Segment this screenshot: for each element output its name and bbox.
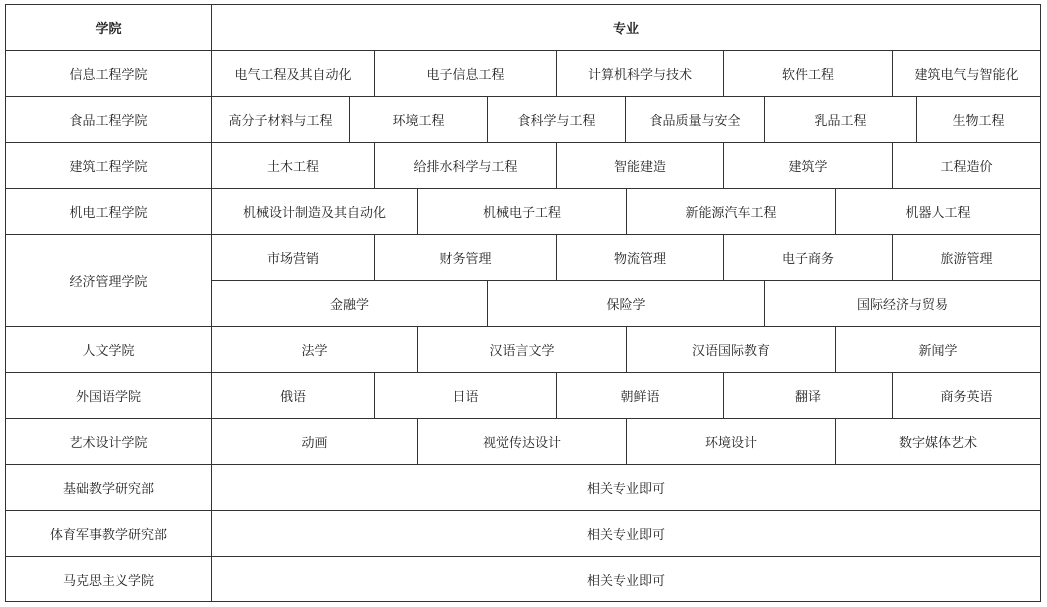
major-cell: 金融学 <box>211 280 487 326</box>
header-row <box>5 4 1041 50</box>
major-cell: 财务管理 <box>374 234 556 280</box>
major-cell: 相关专业即可 <box>211 464 1041 510</box>
major-cell: 物流管理 <box>556 234 723 280</box>
major-cell: 动画 <box>211 418 417 464</box>
major-cell: 相关专业即可 <box>211 510 1041 556</box>
college-cell: 人文学院 <box>5 326 211 372</box>
college-cell: 信息工程学院 <box>5 50 211 96</box>
major-cell: 食科学与工程 <box>487 96 625 142</box>
college-cell: 机电工程学院 <box>5 188 211 234</box>
table-row <box>5 50 1041 96</box>
major-cell: 相关专业即可 <box>211 556 1041 602</box>
major-cell: 智能建造 <box>556 142 723 188</box>
major-cell: 食品质量与安全 <box>625 96 764 142</box>
major-cell: 旅游管理 <box>892 234 1041 280</box>
college-cell: 食品工程学院 <box>5 96 211 142</box>
major-cell: 机械电子工程 <box>417 188 626 234</box>
major-cell: 汉语国际教育 <box>626 326 835 372</box>
major-cell: 法学 <box>211 326 417 372</box>
table-row <box>5 326 1041 372</box>
table-row <box>5 464 1041 510</box>
table-row <box>5 234 1041 326</box>
college-cell: 经济管理学院 <box>5 234 211 326</box>
major-cell: 市场营销 <box>211 234 374 280</box>
major-cell: 新闻学 <box>835 326 1041 372</box>
college-cell: 艺术设计学院 <box>5 418 211 464</box>
college-cell: 基础教学研究部 <box>5 464 211 510</box>
major-cell: 土木工程 <box>211 142 374 188</box>
table-row <box>5 556 1041 602</box>
table-row <box>5 418 1041 464</box>
major-cell: 电子信息工程 <box>374 50 556 96</box>
major-cell: 建筑学 <box>723 142 892 188</box>
college-cell: 外国语学院 <box>5 372 211 418</box>
major-cell: 机器人工程 <box>835 188 1041 234</box>
major-cell: 电子商务 <box>723 234 892 280</box>
table-row <box>5 372 1041 418</box>
major-cell: 朝鲜语 <box>556 372 723 418</box>
major-cell: 环境设计 <box>626 418 835 464</box>
major-cell: 新能源汽车工程 <box>626 188 835 234</box>
header-major: 专业 <box>211 4 1041 50</box>
major-cell: 视觉传达设计 <box>417 418 626 464</box>
major-cell: 数字媒体艺术 <box>835 418 1041 464</box>
table-row <box>5 96 1041 142</box>
major-cell: 高分子材料与工程 <box>211 96 349 142</box>
major-cell: 机械设计制造及其自动化 <box>211 188 417 234</box>
major-cell: 商务英语 <box>892 372 1041 418</box>
major-cell: 乳品工程 <box>764 96 916 142</box>
college-cell: 体育军事教学研究部 <box>5 510 211 556</box>
major-cell: 日语 <box>374 372 556 418</box>
major-cell: 翻译 <box>723 372 892 418</box>
major-cell: 工程造价 <box>892 142 1041 188</box>
table-row <box>5 142 1041 188</box>
major-cell: 生物工程 <box>916 96 1041 142</box>
major-cell: 软件工程 <box>723 50 892 96</box>
table-row <box>5 188 1041 234</box>
college-cell: 马克思主义学院 <box>5 556 211 602</box>
table-row <box>5 510 1041 556</box>
major-cell: 国际经济与贸易 <box>764 280 1041 326</box>
major-cell: 俄语 <box>211 372 374 418</box>
major-cell: 汉语言文学 <box>417 326 626 372</box>
major-cell: 保险学 <box>487 280 764 326</box>
header-college: 学院 <box>5 4 211 50</box>
major-cell: 电气工程及其自动化 <box>211 50 374 96</box>
major-cell: 给排水科学与工程 <box>374 142 556 188</box>
college-cell: 建筑工程学院 <box>5 142 211 188</box>
major-cell: 计算机科学与技术 <box>556 50 723 96</box>
major-cell: 建筑电气与智能化 <box>892 50 1041 96</box>
major-cell: 环境工程 <box>349 96 487 142</box>
